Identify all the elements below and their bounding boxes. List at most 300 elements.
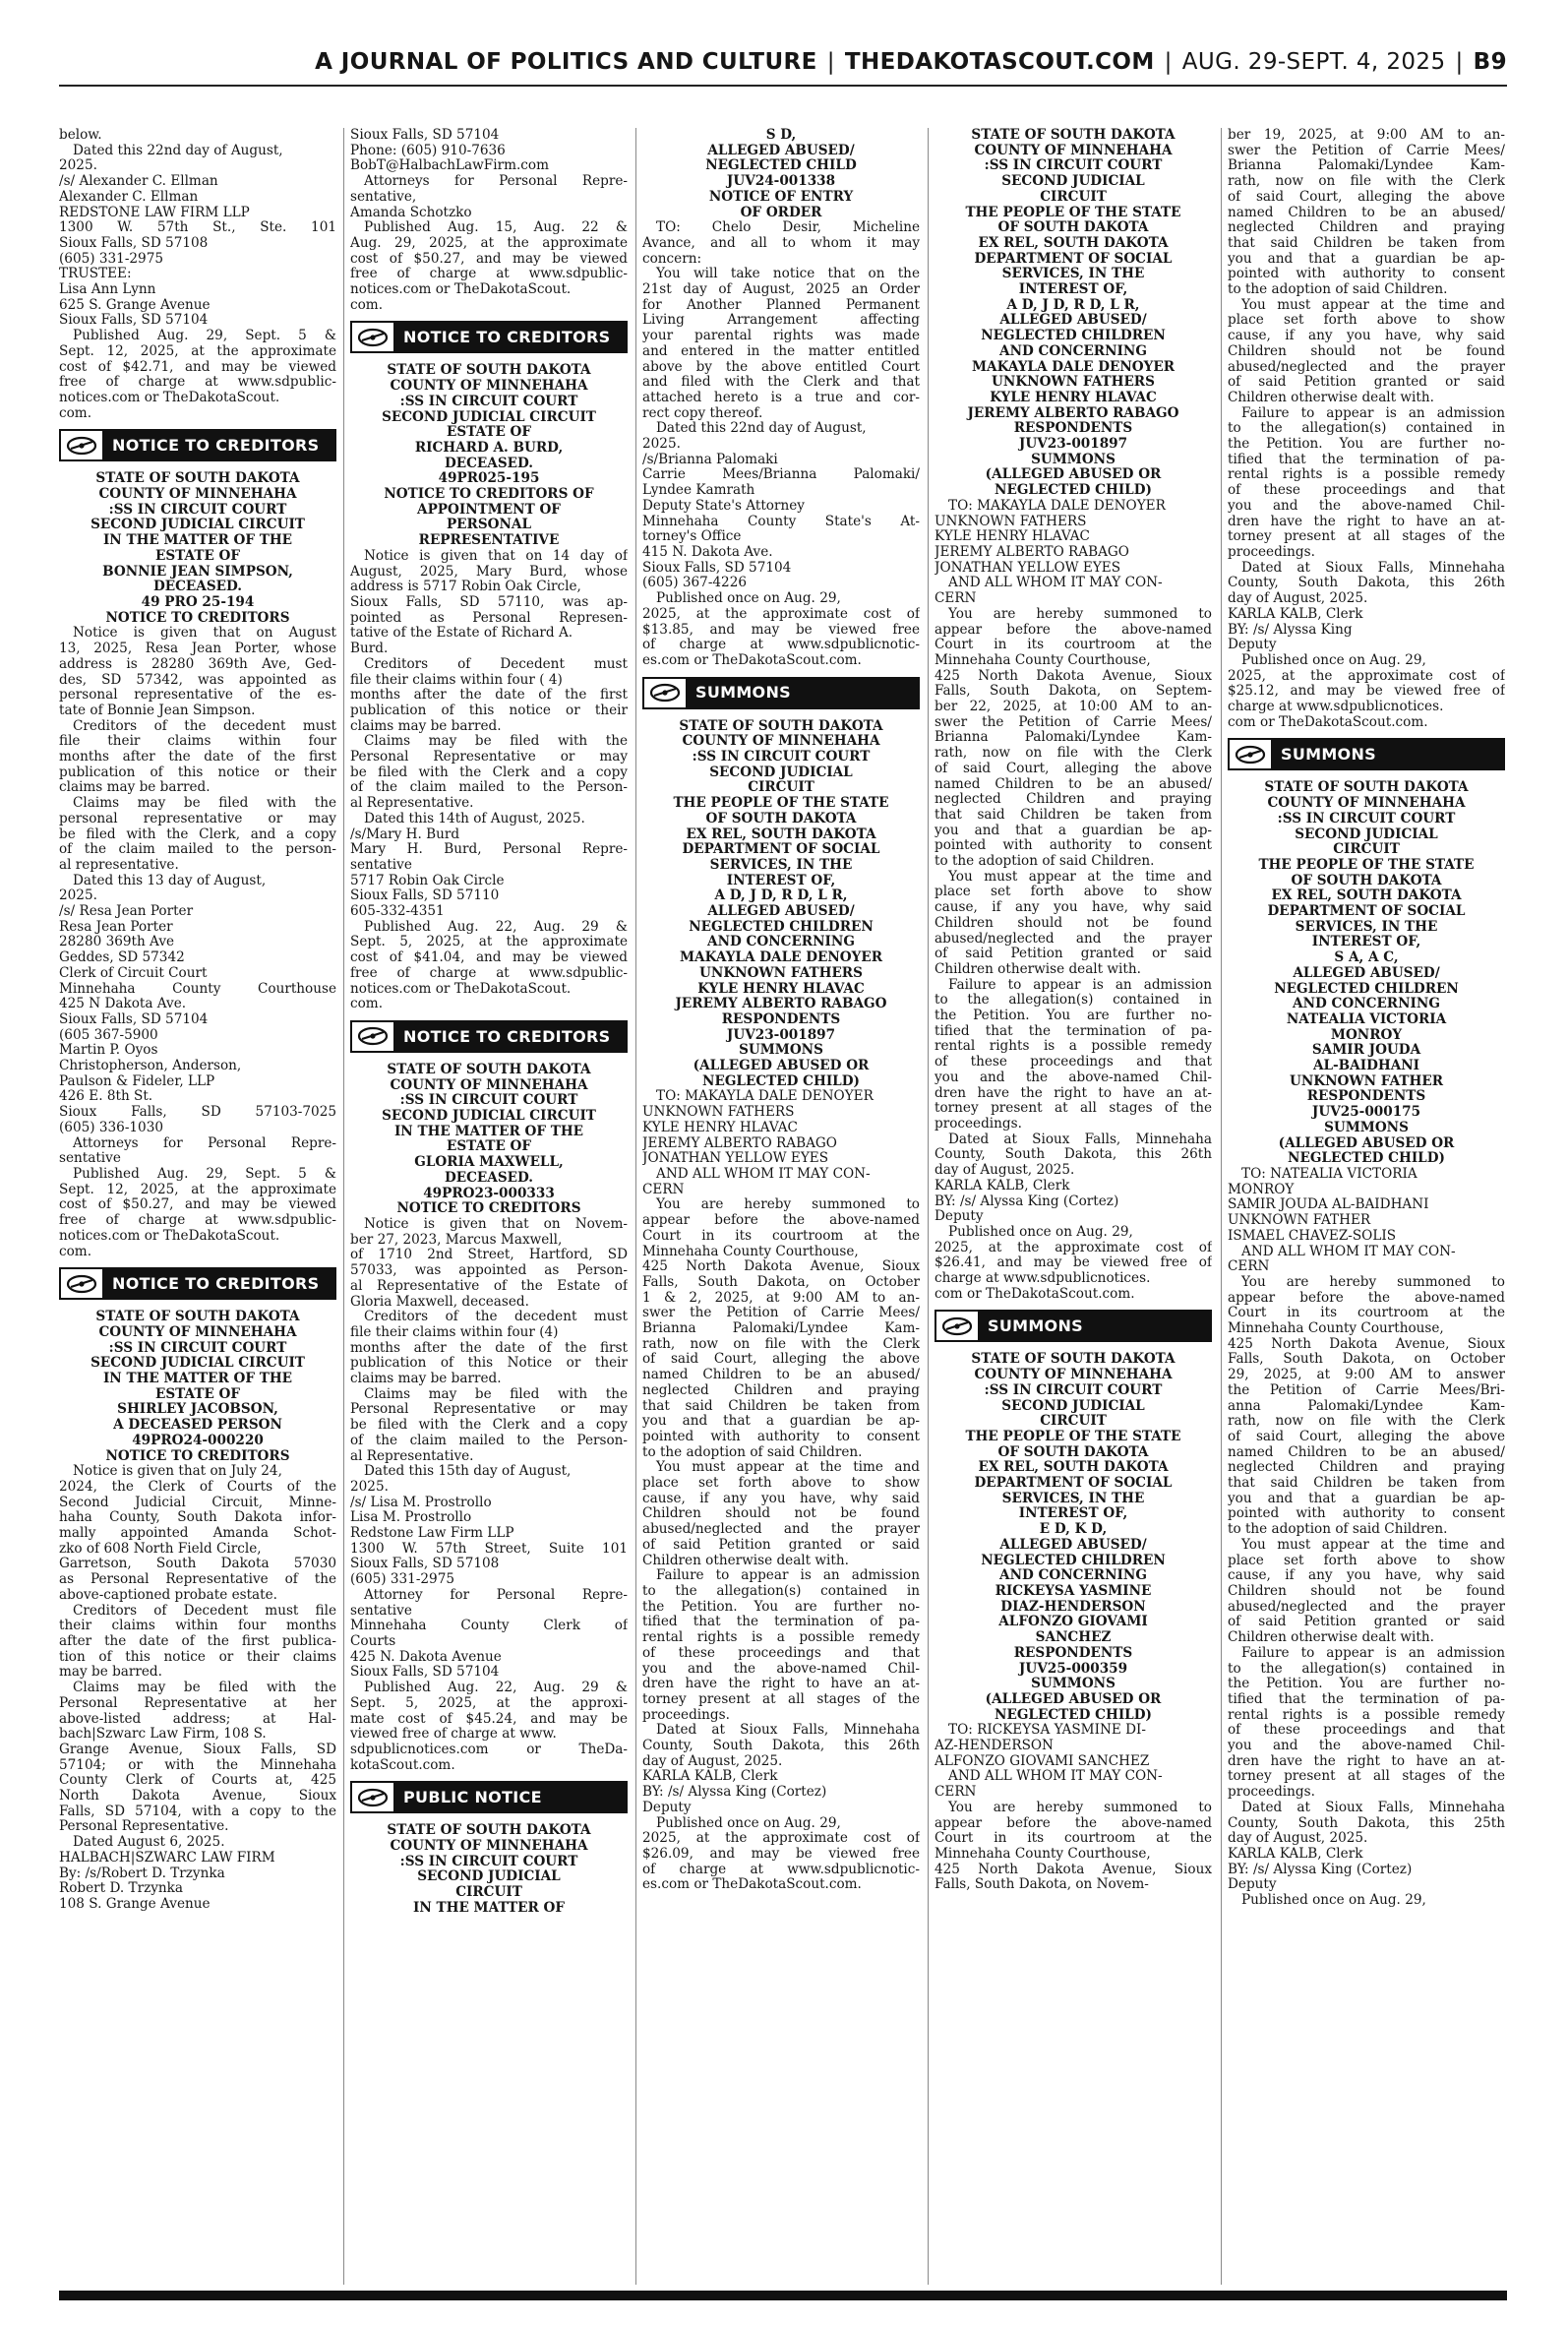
text-line: 1300 W. 57th Street, Suite 101 — [350, 1541, 628, 1557]
heading-line: DEPARTMENT OF SOCIAL — [974, 251, 1173, 267]
text-line: after the date of the first publica- — [59, 1633, 336, 1649]
text-line: (605) 331-2975 — [350, 1572, 455, 1588]
text-line: Redstone Law Firm LLP — [350, 1526, 514, 1542]
text-line: Published Aug. 22, Aug. 29 & — [364, 919, 628, 935]
text-line: appear before the above-named — [1228, 1290, 1505, 1306]
text-line: com or TheDakotaScout.com. — [1228, 714, 1428, 730]
text-line: notices.com or TheDakotaScout. — [350, 282, 572, 298]
text-line: tion of this notice or their claims — [59, 1649, 336, 1665]
text-line: ALFONZO GIOVAMI SANCHEZ — [935, 1753, 1150, 1769]
text-line: (605 367-5900 — [59, 1027, 158, 1043]
text-line: al Representative of the Estate of — [350, 1278, 628, 1294]
text-line: bach|Szwarc Law Firm, 108 S. — [59, 1727, 267, 1743]
text-line: Sioux Falls, SD 57104 — [350, 128, 500, 143]
text-line: proceedings. — [1228, 1785, 1315, 1801]
text-line: Children should not be found — [935, 915, 1212, 931]
text-line: JEREMY ALBERTO RABAGO — [935, 544, 1129, 560]
text-line: Sept. 5, 2025, at the approxi- — [350, 1695, 628, 1711]
heading-line: SERVICES, IN THE — [709, 857, 853, 873]
text-line: Children otherwise dealt with. — [642, 1553, 849, 1568]
text-line: Amanda Schotzko — [350, 205, 472, 220]
text-line: day of August, 2025. — [935, 1163, 1075, 1179]
text-line: Claims may be filed with the — [364, 1386, 628, 1402]
text-line: Court in its courtroom at the — [642, 1228, 920, 1244]
text-line: Dated at Sioux Falls, Minnehaha — [656, 1723, 920, 1739]
text-line: MONROY — [1228, 1182, 1295, 1197]
text-line: 2025. — [59, 158, 97, 174]
text-line: tified that the termination of pa- — [1228, 452, 1505, 467]
text-line: be filed with the Clerk and a copy — [350, 1418, 628, 1434]
text-line: neglected Children and praying — [935, 792, 1212, 808]
heading-line: CIRCUIT — [1040, 189, 1107, 205]
text-line: Claims may be filed with the — [73, 796, 336, 812]
text-line: Minnehaha County Courthouse, — [935, 652, 1151, 668]
text-line: Minnehaha County Courthouse, — [642, 1244, 859, 1259]
text-line: Published once on Aug. 29, — [656, 1815, 841, 1831]
banner-label: NOTICE TO CREDITORS — [403, 328, 611, 347]
text-line: AZ-HENDERSON — [935, 1739, 1054, 1754]
text-line: you and that a guardian be ap- — [1228, 251, 1505, 267]
heading-line: JUV23-001897 — [1018, 437, 1128, 453]
heading-line: RICHARD A. BURD, — [414, 440, 564, 456]
text-line: Falls, SD 57104, with a copy to the — [59, 1804, 336, 1819]
text-line: Personal Representative. — [59, 1819, 229, 1835]
text-line: es.com or TheDakotaScout.com. — [642, 1877, 862, 1893]
heading-line: STATE OF SOUTH DAKOTA — [387, 363, 591, 379]
heading-line: NOTICE TO CREDITORS — [105, 610, 290, 626]
heading-line: ALLEGED ABUSED/ — [707, 143, 855, 158]
heading-line: ALLEGED ABUSED/ — [999, 313, 1147, 329]
heading-line: ALLEGED ABUSED/ — [707, 904, 855, 920]
text-line: of 1710 2nd Street, Hartford, SD — [350, 1248, 628, 1263]
text-line: Sioux Falls, SD 57104 — [642, 560, 792, 576]
text-line: mate cost of $45.24, and may be — [350, 1711, 628, 1727]
heading-line: SECOND JUDICIAL CIRCUIT — [90, 518, 305, 533]
text-line: 5717 Robin Oak Circle — [350, 873, 505, 888]
text-line: to the allegation(s) contained in — [1228, 1661, 1505, 1677]
text-line: Deputy — [1228, 638, 1277, 653]
text-line: Christopherson, Anderson, — [59, 1059, 242, 1074]
heading-line: NEGLECTED CHILD — [705, 158, 857, 174]
banner-label: SUMMONS — [1281, 745, 1376, 765]
text-line: be filed with the Clerk and a copy — [350, 765, 628, 780]
heading-line: INTEREST OF, — [726, 873, 836, 888]
heading-line: OF SOUTH DAKOTA — [997, 220, 1149, 236]
text-line: BY: /s/ Alyssa King (Cortez) — [1228, 1862, 1413, 1877]
heading-line: IN THE MATTER OF THE — [102, 533, 293, 549]
text-line: day of August, 2025. — [1228, 1831, 1368, 1847]
text-line: dren have the right to have an at- — [1228, 514, 1505, 529]
text-line: Clerk of Circuit Court — [59, 965, 208, 981]
text-line: Published once on Aug. 29, — [1241, 1893, 1426, 1909]
notice-heading — [350, 363, 628, 548]
heading-line: EX REL, SOUTH DAKOTA — [978, 235, 1169, 251]
heading-line: SECOND JUDICIAL — [709, 765, 853, 780]
heading-line: OF SOUTH DAKOTA — [1291, 873, 1442, 888]
text-line: abused/neglected and the prayer — [1228, 359, 1505, 375]
text-line: County, South Dakota, this 26th — [1228, 576, 1505, 591]
heading-line: SERVICES, IN THE — [1001, 1491, 1145, 1506]
text-line: you and the above-named Chil- — [642, 1661, 920, 1677]
text-line: Courts — [350, 1633, 396, 1649]
text-line: County, South Dakota, this 26th — [642, 1739, 920, 1754]
text-line: of the claim mailed to the Person- — [350, 780, 628, 796]
text-line: Notice is given that on July 24, — [73, 1464, 282, 1480]
header-rule — [59, 85, 1507, 87]
text-line: Garretson, South Dakota 57030 — [59, 1557, 336, 1572]
text-line: You will take notice that on the — [656, 267, 920, 282]
text-line: Lisa Ann Lynn — [59, 282, 156, 298]
text-line: charge at www.sdpublicnotices. — [1228, 700, 1444, 715]
heading-line: SECOND JUDICIAL CIRCUIT — [90, 1356, 305, 1372]
text-line: Dated this 13 day of August, — [73, 873, 267, 888]
text-line: place set forth above to show — [642, 1476, 920, 1492]
text-line: cost of $42.71, and may be viewed — [59, 359, 336, 375]
text-line: Attorney for Personal Repre- — [364, 1587, 628, 1603]
text-line: Gloria Maxwell, deceased. — [350, 1294, 529, 1310]
text-line: Failure to appear is an admission — [948, 977, 1212, 993]
text-line: Brianna Palomaki/Lyndee Kam- — [642, 1321, 920, 1337]
heading-line: OF ORDER — [740, 205, 822, 220]
heading-line: SECOND JUDICIAL — [1001, 1398, 1145, 1414]
text-line: cost of $50.27, and may be viewed — [59, 1197, 336, 1213]
text-line: the Petition. You are further no- — [935, 1009, 1212, 1024]
text-line: 2025, at the approximate cost of — [642, 1831, 920, 1847]
legal-notices — [59, 128, 1507, 2287]
text-line: ber 22, 2025, at 10:00 AM to an- — [935, 700, 1212, 715]
text-line: you and the above-named Chil- — [1228, 1739, 1505, 1754]
text-line: com. — [59, 405, 92, 421]
text-line: You must appear at the time and — [948, 869, 1212, 885]
column-1 — [59, 128, 336, 2287]
text-line: Attorneys for Personal Repre- — [73, 1135, 336, 1151]
text-line: /s/ Resa Jean Porter — [59, 904, 194, 920]
notice-body — [642, 1089, 920, 1893]
heading-line: COUNTY OF MINNEHAHA — [390, 379, 588, 395]
text-line: months after the date of the first — [59, 750, 336, 765]
column-2 — [350, 128, 628, 2287]
heading-line: 49PR025-195 — [438, 471, 540, 487]
heading-line: ESTATE OF — [446, 425, 532, 441]
heading-line: KYLE HENRY HLAVAC — [990, 390, 1157, 405]
text-line: BobT@HalbachLawFirm.com — [350, 158, 549, 174]
text-line: months after the date of the first — [350, 1340, 628, 1356]
text-line: TO: MAKAYLA DALE DENOYER — [948, 498, 1166, 514]
scout-logo-icon — [935, 1310, 980, 1342]
text-line: Falls, South Dakota, on Septem- — [935, 684, 1212, 700]
heading-line: NEGLECTED CHILD) — [995, 483, 1152, 499]
text-line: Court in its courtroom at the — [1228, 1306, 1505, 1321]
text-line: TO: RICKEYSA YASMINE DI- — [948, 1723, 1146, 1739]
heading-line: ALFONZO GIOVAMI — [998, 1615, 1148, 1630]
text-line: Mary H. Burd, Personal Repre- — [350, 842, 628, 858]
heading-line: AND CONCERNING — [1293, 997, 1440, 1012]
heading-line: DIAZ-HENDERSON — [1000, 1599, 1146, 1615]
text-line: CERN — [935, 591, 977, 607]
text-line: Minnehaha County Courthouse, — [935, 1846, 1151, 1862]
text-line: you and the above-named Chil- — [1228, 498, 1505, 514]
column-4 — [935, 128, 1212, 2287]
section-banner — [642, 677, 920, 709]
heading-line: :SS IN CIRCUIT COURT — [984, 1382, 1163, 1398]
heading-line: OF SOUTH DAKOTA — [997, 1444, 1149, 1460]
text-line: AND ALL WHOM IT MAY CON- — [948, 1769, 1163, 1785]
text-line: 57033, was appointed as Person- — [350, 1263, 628, 1279]
text-line: 425 North Dakota Avenue, Sioux — [1228, 1336, 1505, 1352]
text-line: pointed as Personal Represen- — [350, 610, 628, 626]
heading-line: KYLE HENRY HLAVAC — [697, 981, 865, 997]
text-line: dren have the right to have an at- — [935, 1085, 1212, 1101]
text-line: 108 S. Grange Avenue — [59, 1896, 211, 1912]
text-line: 2025, at the approximate cost of — [642, 606, 920, 622]
banner-label: NOTICE TO CREDITORS — [112, 1273, 320, 1293]
text-line: tified that the termination of pa- — [1228, 1691, 1505, 1707]
heading-line: AND CONCERNING — [999, 343, 1147, 359]
text-line: torney present at all stages of the — [1228, 529, 1505, 545]
text-line: al Representative. — [350, 1448, 474, 1464]
notice-body — [935, 499, 1212, 1303]
text-line: pointed with authority to consent — [642, 1429, 920, 1444]
heading-line: :SS IN CIRCUIT COURT — [399, 1093, 578, 1109]
heading-line: IN THE MATTER OF THE — [102, 1372, 293, 1387]
heading-line: COUNTY OF MINNEHAHA — [98, 487, 297, 503]
text-line: anna Palomaki/Lyndee Kam- — [1228, 1398, 1505, 1414]
notice-body — [59, 626, 336, 1259]
text-line: to the adoption of said Children. — [1228, 1522, 1448, 1538]
heading-line: NOTICE TO CREDITORS — [105, 1448, 290, 1464]
text-line: Children should not be found — [1228, 343, 1505, 359]
heading-line: THE PEOPLE OF THE STATE — [1258, 857, 1475, 873]
heading-line: 49PRO23-000333 — [423, 1186, 555, 1201]
text-line: Published once on Aug. 29, — [948, 1224, 1133, 1240]
text-line: com. — [59, 1244, 92, 1259]
text-line: free of charge at www.sdpublic- — [350, 267, 628, 282]
text-line: Alexander C. Ellman — [59, 189, 199, 205]
heading-line: S A, A C, — [1334, 950, 1399, 966]
text-line: Deputy State's Attorney — [642, 498, 805, 514]
text-line: BY: /s/ Alyssa King (Cortez) — [642, 1785, 827, 1801]
notice-body — [1228, 1167, 1505, 1909]
text-line: torney present at all stages of the — [935, 1101, 1212, 1117]
heading-line: RESPONDENTS — [1306, 1089, 1426, 1105]
text-line: Lyndee Kamrath — [642, 483, 755, 499]
text-line: file their claims within four — [59, 734, 336, 750]
heading-line: STATE OF SOUTH DAKOTA — [971, 1352, 1176, 1368]
text-line: appear before the above-named — [935, 622, 1212, 638]
heading-line: CIRCUIT — [1333, 842, 1400, 858]
text-line: You are hereby summoned to — [948, 1800, 1212, 1815]
text-line: neglected Children and praying — [1228, 1460, 1505, 1476]
heading-line: :SS IN CIRCUIT COURT — [692, 750, 871, 765]
heading-line: NATEALIA VICTORIA — [1286, 1011, 1447, 1027]
text-line: dren have the right to have an at- — [1228, 1753, 1505, 1769]
text-line: of these proceedings and that — [1228, 1723, 1505, 1739]
text-line: /s/Mary H. Burd — [350, 826, 460, 842]
text-line: Sioux Falls, SD 57104 — [350, 1665, 500, 1681]
heading-line: STATE OF SOUTH DAKOTA — [95, 471, 300, 487]
heading-line: INTEREST OF, — [1311, 935, 1421, 950]
text-line: your parental rights was made — [642, 329, 920, 344]
heading-line: INTEREST OF, — [1018, 1506, 1128, 1522]
text-line: to the adoption of said Children. — [1228, 282, 1448, 298]
text-line: (605) 331-2975 — [59, 251, 164, 267]
text-line: you and that a guardian be ap- — [642, 1414, 920, 1430]
notice-heading — [350, 1823, 628, 1916]
notice-heading — [642, 128, 920, 220]
text-line: be filed with the Clerk, and a copy — [59, 826, 336, 842]
text-line: Children otherwise dealt with. — [935, 961, 1141, 977]
heading-line: DEPARTMENT OF SOCIAL — [1267, 904, 1466, 920]
heading-line: :SS IN CIRCUIT COURT — [399, 1854, 578, 1869]
text-line: pointed with authority to consent — [1228, 267, 1505, 282]
text-line: that said Children be taken from — [1228, 1476, 1505, 1492]
text-line: 21st day of August, 2025 an Order — [642, 282, 920, 298]
section-banner — [1228, 738, 1505, 770]
text-line: of the claim mailed to the person- — [59, 842, 336, 858]
heading-line: NOTICE OF ENTRY — [708, 189, 854, 205]
heading-line: UNKNOWN FATHERS — [699, 965, 863, 981]
heading-line: COUNTY OF MINNEHAHA — [682, 734, 880, 750]
text-line: to the allegation(s) contained in — [935, 993, 1212, 1009]
text-line: mally appointed Amanda Schot- — [59, 1526, 336, 1542]
text-line: Deputy — [935, 1209, 984, 1225]
heading-line: THE PEOPLE OF THE STATE — [673, 796, 889, 812]
heading-line: ESTATE OF — [446, 1139, 532, 1155]
heading-line: DECEASED. — [444, 1170, 534, 1186]
text-line: proceedings. — [642, 1707, 730, 1723]
text-line: /s/Brianna Palomaki — [642, 452, 778, 467]
scout-logo-icon — [350, 1781, 395, 1813]
text-line: 13, 2025, Resa Jean Porter, whose — [59, 642, 336, 657]
text-line: Notice is given that on Novem- — [364, 1217, 628, 1232]
text-line: 2025. — [59, 888, 97, 904]
heading-line: 49 PRO 25-194 — [141, 594, 255, 610]
text-line: of charge at www.sdpublicnotic- — [642, 638, 920, 653]
heading-line: COUNTY OF MINNEHAHA — [974, 143, 1173, 158]
text-line: file their claims within four (4) — [350, 1324, 559, 1340]
text-line: day of August, 2025. — [642, 1753, 783, 1769]
heading-line: (ALLEGED ABUSED OR — [985, 1691, 1162, 1707]
text-line: KYLE HENRY HLAVAC — [935, 529, 1090, 545]
heading-line: EX REL, SOUTH DAKOTA — [686, 826, 876, 842]
text-line: proceedings. — [1228, 544, 1315, 560]
text-line: of said Petition granted or said — [1228, 375, 1505, 391]
text-line: KYLE HENRY HLAVAC — [642, 1120, 798, 1135]
notice-heading — [59, 471, 336, 626]
text-line: 625 S. Grange Avenue — [59, 297, 211, 313]
heading-line: SECOND JUDICIAL — [1295, 826, 1438, 842]
text-line: kotaScout.com. — [350, 1757, 455, 1773]
text-line: cost of $50.27, and may be viewed — [350, 251, 628, 267]
scout-logo-icon — [59, 1267, 104, 1300]
site-name: THEDAKOTASCOUT.COM — [844, 49, 1155, 75]
text-line: Sioux Falls, SD 57104 — [59, 313, 209, 329]
heading-line: AL-BAIDHANI — [1312, 1059, 1420, 1074]
text-line: of said Court, alleging the above — [935, 761, 1212, 776]
text-line: Falls, South Dakota, on Novem- — [935, 1877, 1149, 1893]
heading-line: :SS IN CIRCUIT COURT — [984, 158, 1163, 174]
text-line: above-listed address; at Hal- — [59, 1711, 336, 1727]
notice-body — [350, 549, 628, 1012]
text-line: TO: MAKAYLA DALE DENOYER — [656, 1089, 874, 1105]
text-line: cost of $41.04, and may be viewed — [350, 950, 628, 966]
text-line: rental rights is a possible remedy — [642, 1630, 920, 1646]
text-line: months after the date of the first — [350, 688, 628, 704]
text-line: HALBACH|SZWARC LAW FIRM — [59, 1850, 275, 1866]
heading-line: EX REL, SOUTH DAKOTA — [1271, 888, 1462, 904]
heading-line: DECEASED. — [152, 580, 243, 595]
text-line: address is 5717 Robin Oak Circle, — [350, 580, 581, 595]
text-line: JONATHAN YELLOW EYES — [935, 560, 1121, 576]
heading-line: SUMMONS — [1324, 1120, 1409, 1135]
text-line: REDSTONE LAW FIRM LLP — [59, 205, 250, 220]
issue-dates: AUG. 29-SEPT. 4, 2025 — [1181, 49, 1446, 75]
text-line: Failure to appear is an admission — [656, 1568, 920, 1584]
text-line: Sioux Falls, SD 57110 — [350, 888, 500, 904]
banner-label: PUBLIC NOTICE — [403, 1787, 542, 1806]
text-line: (605) 367-4226 — [642, 576, 748, 591]
text-line: claims may be barred. — [59, 780, 211, 796]
text-line: 605-332-4351 — [350, 904, 445, 920]
text-line: Geddes, SD 57342 — [59, 950, 185, 966]
text-line: place set forth above to show — [1228, 313, 1505, 329]
text-line: Personal Representative or may — [350, 1402, 628, 1418]
text-line: Notice is given that on August — [73, 626, 336, 642]
heading-line: E D, K D, — [1039, 1522, 1108, 1538]
text-line: Failure to appear is an admission — [1241, 1645, 1505, 1661]
text-line: com. — [350, 297, 384, 313]
text-line: TRUSTEE: — [59, 267, 132, 282]
text-line: publication of this notice or their — [350, 703, 628, 718]
text-line: rental rights is a possible remedy — [935, 1039, 1212, 1055]
heading-line: AND CONCERNING — [999, 1568, 1147, 1584]
text-line: swer the Petition of Carrie Mees/ — [1228, 143, 1505, 158]
heading-line: (ALLEGED ABUSED OR — [693, 1059, 870, 1074]
heading-line: EX REL, SOUTH DAKOTA — [978, 1460, 1169, 1476]
text-line: Sept. 5, 2025, at the approximate — [350, 935, 628, 950]
heading-line: JUV25-000359 — [1018, 1661, 1128, 1677]
column-5 — [1228, 128, 1505, 2287]
text-line: dren have the right to have an at- — [642, 1677, 920, 1692]
text-line: of said Court, alleging the above — [1228, 1429, 1505, 1444]
notice-body — [642, 220, 920, 668]
heading-line: SAMIR JOUDA — [1311, 1043, 1421, 1059]
text-line: as Personal Representative of the — [59, 1572, 336, 1588]
text-line: CERN — [1228, 1259, 1270, 1275]
text-line: pointed with authority to consent — [935, 838, 1212, 854]
text-line: Minnehaha County Courthouse — [59, 981, 336, 997]
text-line: JEREMY ALBERTO RABAGO — [642, 1135, 837, 1151]
text-line: named Children to be an abused/ — [1228, 1444, 1505, 1460]
text-line: Grange Avenue, Sioux Falls, SD — [59, 1742, 336, 1757]
text-line: Personal Representative at her — [59, 1695, 336, 1711]
text-line: Carrie Mees/Brianna Palomaki/ — [642, 467, 920, 483]
text-line: of the claim mailed to the Person- — [350, 1433, 628, 1448]
text-line: notices.com or TheDakotaScout. — [59, 390, 280, 405]
text-line: concern: — [642, 251, 702, 267]
heading-line: CIRCUIT — [1040, 1414, 1107, 1430]
heading-line: SERVICES, IN THE — [1001, 267, 1145, 282]
scout-logo-icon — [350, 321, 395, 353]
heading-line: JUV24-001338 — [726, 174, 836, 190]
notice-heading — [935, 1352, 1212, 1723]
heading-line: NEGLECTED CHILD) — [1288, 1151, 1445, 1167]
column-divider — [635, 128, 636, 2285]
notice-heading — [1228, 780, 1505, 1167]
text-line: Robert D. Trzynka — [59, 1881, 184, 1897]
heading-line: BONNIE JEAN SIMPSON, — [102, 564, 293, 580]
text-line: 415 N. Dakota Ave. — [642, 544, 773, 560]
